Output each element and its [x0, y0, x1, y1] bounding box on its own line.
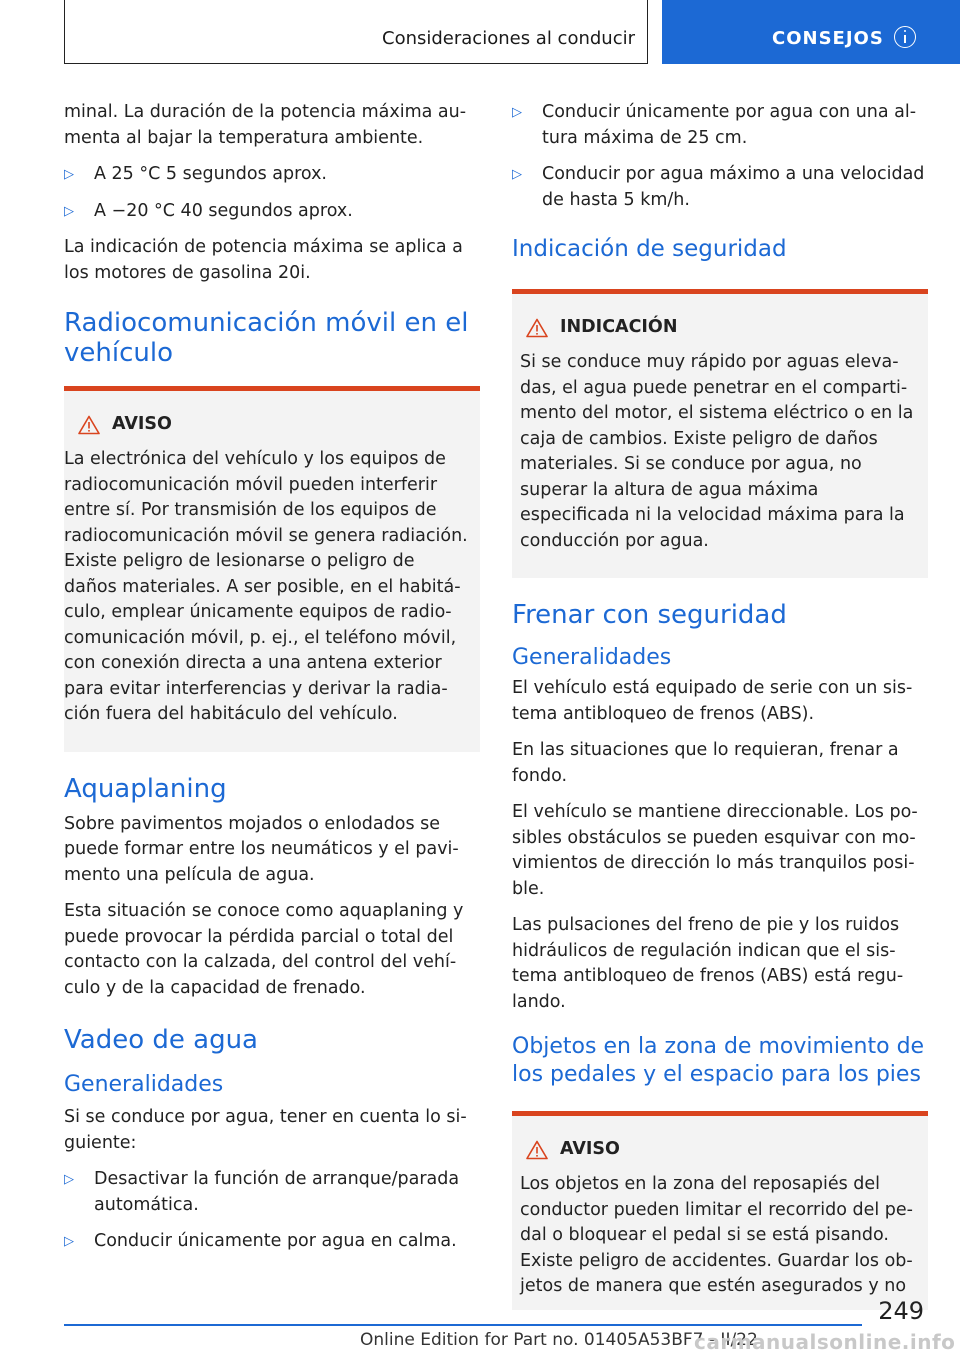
- list-item: [64, 1229, 480, 1255]
- right-column: [512, 100, 928, 1332]
- warning-title: AVISO: [560, 1139, 620, 1159]
- triangle-bullet-icon: ▷: [64, 203, 74, 219]
- watermark: carmanualsonline.info: [694, 1330, 956, 1354]
- section-header-box: [64, 0, 648, 64]
- warning-header: [512, 1138, 916, 1164]
- warning-triangle-icon: [78, 415, 100, 435]
- heading-objetos: Objetos en la zona de movimiento de los pedales y el espacio para los pies: [512, 1034, 925, 1087]
- triangle-bullet-icon: ▷: [64, 1234, 74, 1249]
- warning-box: [64, 386, 480, 752]
- section-title: Consideraciones al conducir: [382, 28, 635, 49]
- page-number: 249: [878, 1297, 924, 1325]
- triangle-bullet-icon: ▷: [64, 167, 74, 182]
- notice-header: [512, 316, 916, 342]
- list-item: [64, 162, 480, 188]
- paragraph: Si se conduce por agua, tener en cuenta lo siguiente:: [64, 1107, 467, 1153]
- list-item-text: Conducir únicamente por agua en calma.: [94, 1231, 457, 1251]
- info-icon: [894, 26, 916, 48]
- warning-text: Los objetos en la zona del reposapiés del conductor pueden limitar el recorrido del pedal o bloquear el pedal si se está pisando. Existe peligro de accidentes. Guardar los objetos de manera que estén asegurados y no: [520, 1174, 913, 1296]
- heading-indicacion-seguridad: Indicación de seguridad: [512, 236, 787, 262]
- heading-vadeo: Vadeo de agua: [64, 1025, 258, 1055]
- warning-box: [512, 1111, 928, 1310]
- warning-triangle-icon: [526, 1140, 548, 1160]
- paragraph: Sobre pavimentos mojados o enlodados se puede formar entre los neumáticos y el pavimento una película de agua.: [64, 813, 459, 885]
- paragraph: El vehículo se mantiene direccionable. Los posibles obstáculos se pueden esquivar con movimientos de dirección lo más tranquilos posible.: [512, 802, 918, 899]
- list-item-text: Conducir por agua máximo a una velocidad de hasta 5 km/h.: [542, 164, 925, 210]
- paragraph: En las situaciones que lo requieran, frenar a fondo.: [512, 740, 899, 786]
- list-item: [64, 1167, 480, 1218]
- edition-text: Online Edition for Part no. 01405A53BF7 - II/22: [360, 1330, 758, 1350]
- paragraph: Las pulsaciones del freno de pie y los ruidos hidráulicos de regulación indican que el sistema antibloqueo de frenos (ABS) está regulando.: [512, 915, 904, 1012]
- notice-box: [512, 289, 928, 578]
- paragraph: La indicación de potencia máxima se aplica a los motores de gasolina 20i.: [64, 237, 463, 283]
- page-header: [0, 0, 960, 66]
- paragraph: minal. La duración de la potencia máxima aumenta al bajar la temperatura ambiente.: [64, 102, 467, 148]
- heading-aquaplaning: Aquaplaning: [64, 773, 227, 804]
- warning-text: La electrónica del vehículo y los equipos de radiocomunicación móvil pueden interferir entre sí. Por transmisión de los equipos de radiocomunicación móvil se genera radiación. Existe peligro de lesionarse o peligro de daños materiales. A ser posible, en el habitáculo, emplear únicamente equipos de radiocomunicación móvil, p. ej., el teléfono móvil, con conexión directa a una antena exterior para evitar interferencias y derivar la radiación fuera del habitáculo del vehículo.: [64, 449, 468, 724]
- heading-frenar: Frenar con seguridad: [512, 600, 787, 630]
- list-item: [512, 100, 928, 151]
- warning-triangle-icon: [526, 318, 548, 338]
- footer-divider: [64, 1324, 862, 1326]
- list-item: [64, 199, 480, 225]
- list-item-text: Desactivar la función de arranque/parada automática.: [94, 1169, 460, 1215]
- triangle-bullet-icon: ▷: [64, 1172, 74, 1187]
- list-item-text: Conducir únicamente por agua con una altura máxima de 25 cm.: [542, 102, 917, 148]
- triangle-bullet-icon: ▷: [512, 105, 522, 120]
- list-item-text: A 25 °C 5 segundos aprox.: [94, 164, 327, 184]
- tab-consejos[interactable]: [662, 0, 960, 64]
- heading-generalidades: Generalidades: [512, 645, 672, 670]
- heading-generalidades: Generalidades: [64, 1072, 224, 1097]
- paragraph: Esta situación se conoce como aquaplaning y puede provocar la pérdida parcial o total del contacto con la calzada, del control del vehículo y de la capacidad de frenado.: [64, 901, 464, 998]
- list-item-text: A −20 °C 40 segundos aprox.: [94, 200, 353, 221]
- triangle-bullet-icon: ▷: [512, 167, 522, 182]
- tab-consejos-label: CONSEJOS: [772, 28, 884, 49]
- paragraph: El vehículo está equipado de serie con un sistema antibloqueo de frenos (ABS).: [512, 678, 913, 724]
- warning-header: [64, 413, 468, 439]
- notice-text: Si se conduce muy rápido por aguas elevadas, el agua puede penetrar en el compartimento del motor, el sistema eléctrico o en la caja de cambios. Existe peligro de daños materiales. Si se conduce por agua, no superar la altura de agua máxima especificada ni la velocidad máxima para la conducción por agua.: [520, 352, 914, 551]
- list-item: [512, 162, 928, 213]
- heading-radio: Radiocomunicación móvil en el vehículo: [64, 308, 469, 368]
- warning-title: AVISO: [112, 414, 172, 434]
- notice-title: INDICACIÓN: [560, 317, 678, 337]
- left-column: [64, 100, 480, 1266]
